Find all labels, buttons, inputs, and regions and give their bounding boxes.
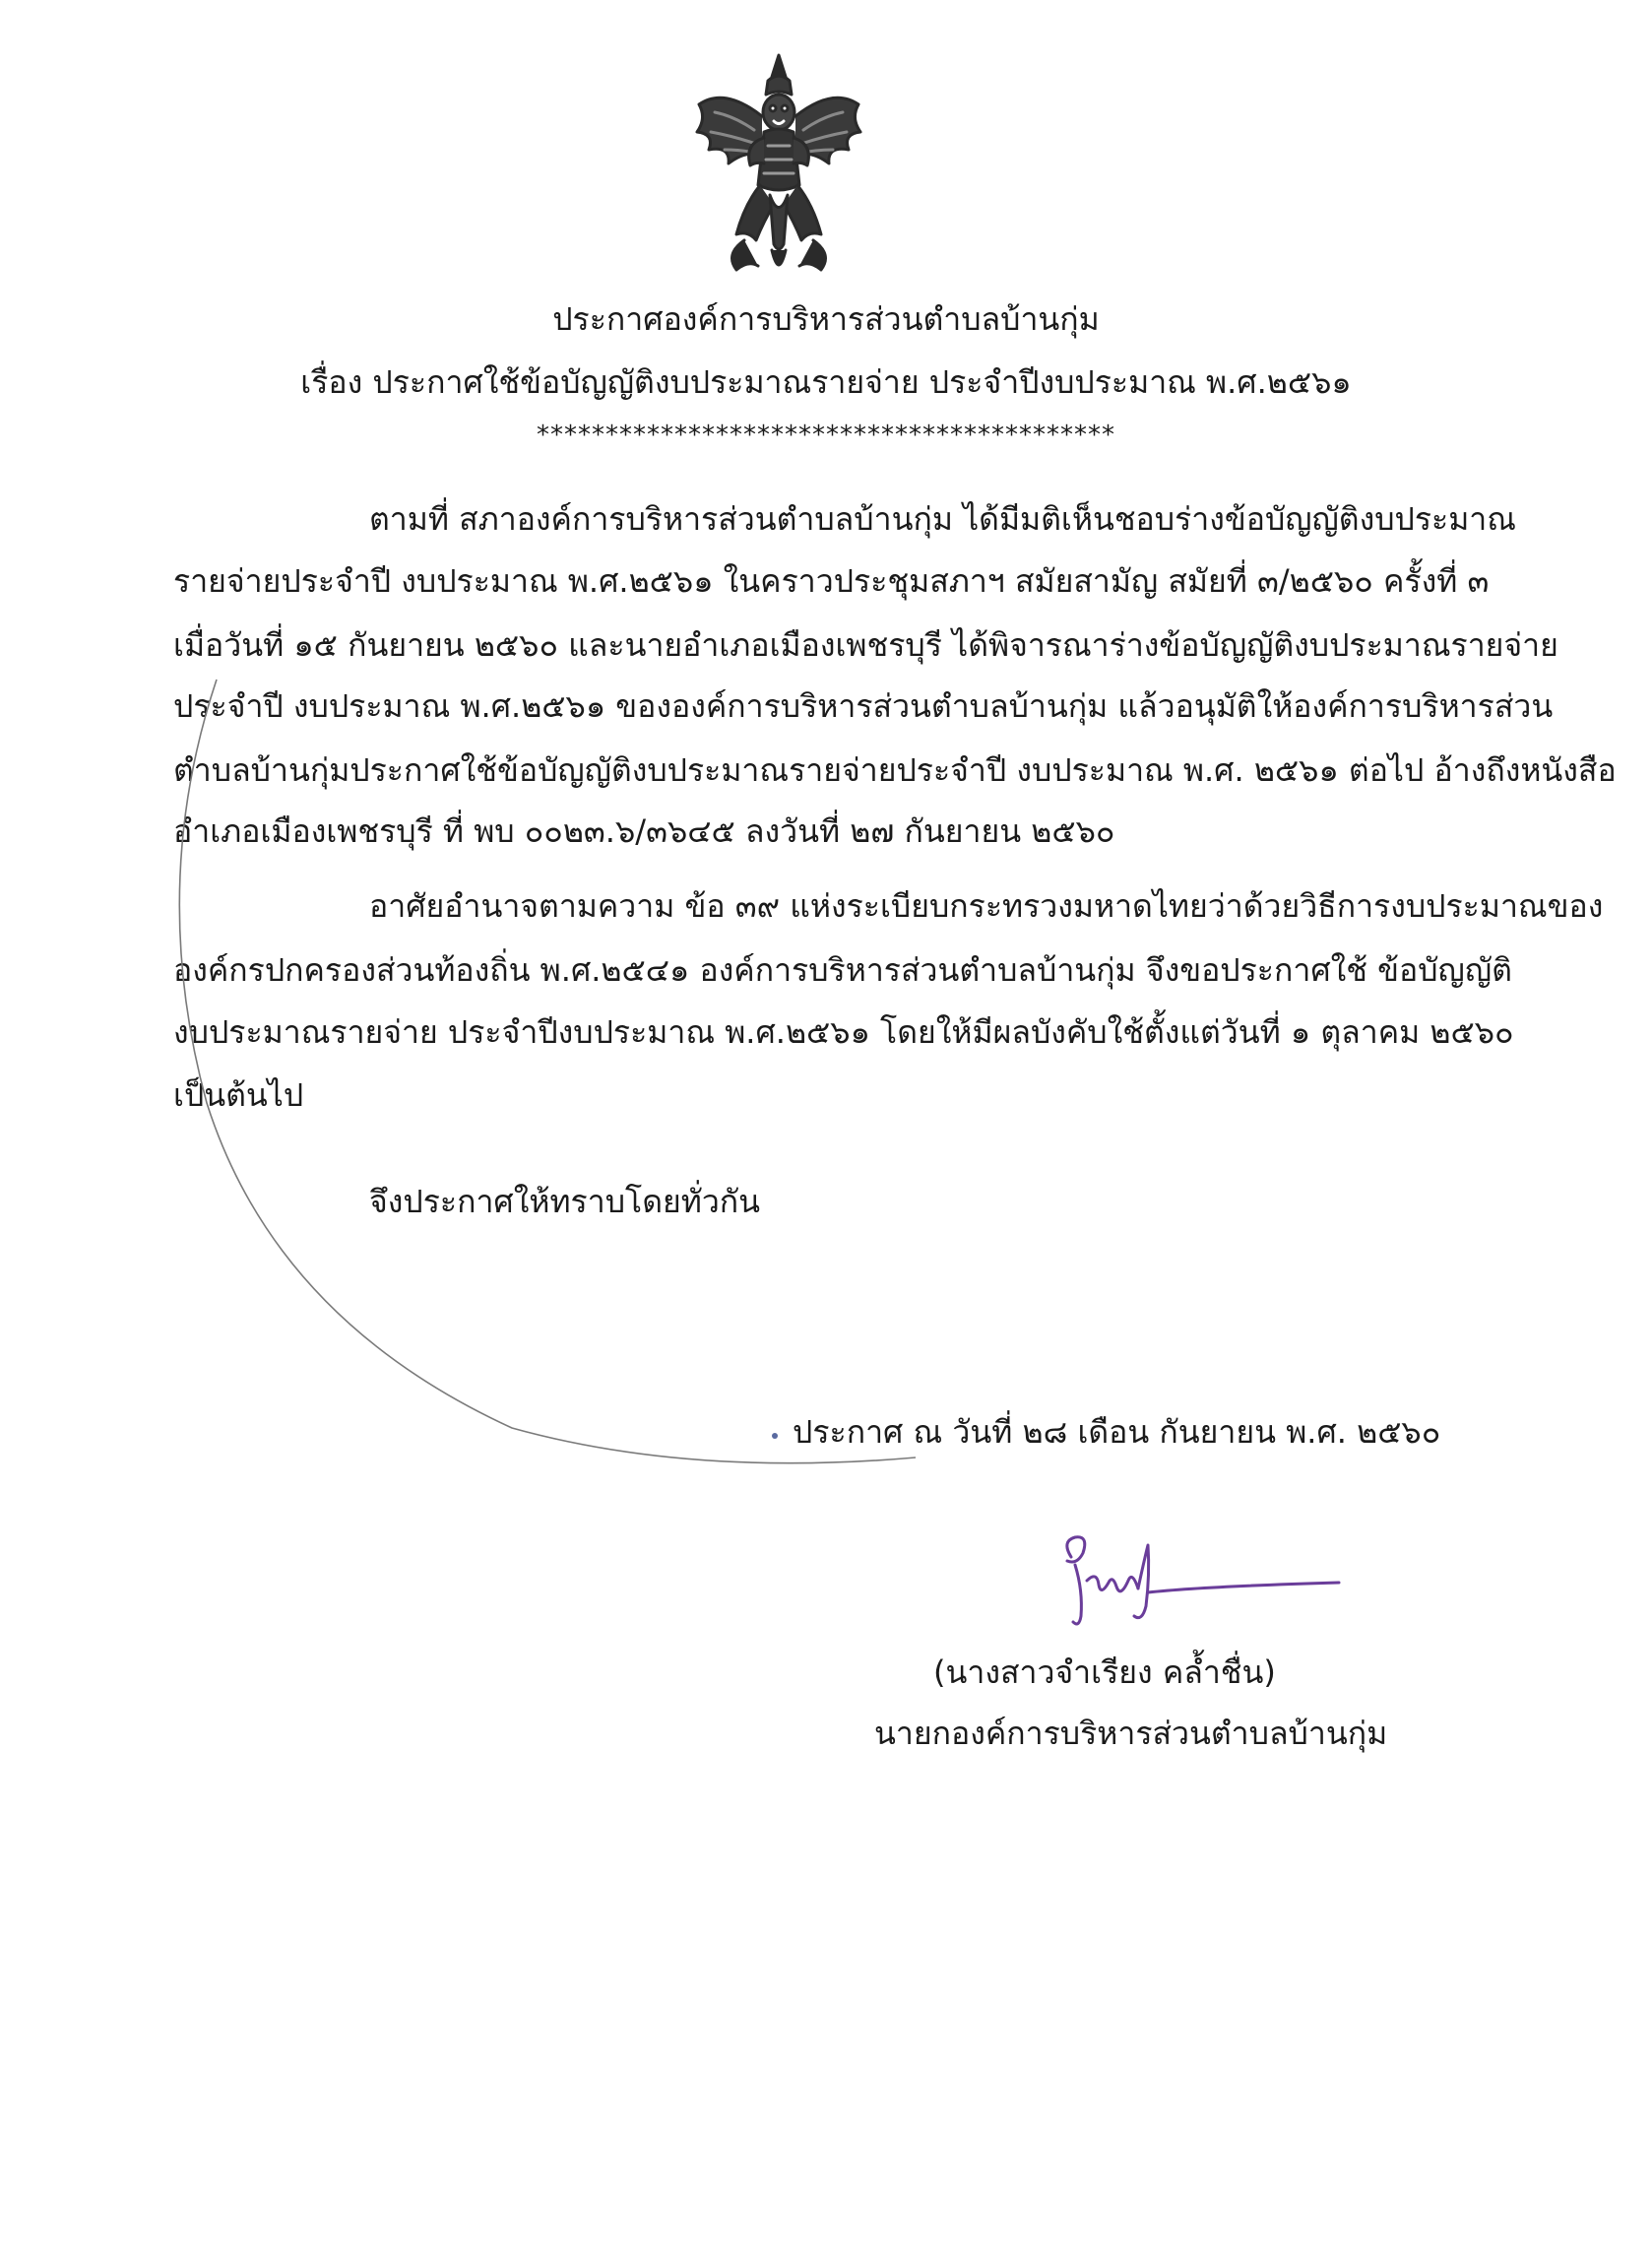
paragraph-1-line-2: รายจ่ายประจำปี งบประมาณ พ.ศ.๒๕๖๑ ในคราวประชุมสภาฯ สมัยสามัญ สมัยที่ ๓/๒๕๖๐ ครั้งที่ ๓: [173, 562, 1490, 600]
paragraph-1-line-5: ตำบลบ้านกุ่มประกาศใช้ข้อบัญญัติงบประมาณรายจ่ายประจำปี งบประมาณ พ.ศ. ๒๕๖๑ ต่อไป อ้างถึงหนังสือ: [173, 751, 1617, 789]
signatory-name: (นางสาวจำเรียง คล้ำชื่น): [933, 1653, 1276, 1691]
paragraph-2-line-2: องค์กรปกครองส่วนท้องถิ่น พ.ศ.๒๕๔๑ องค์การบริหารส่วนตำบลบ้านกุ่ม จึงขอประกาศใช้ ข้อบัญญัติ: [173, 951, 1512, 989]
paragraph-1-line-3: เมื่อวันที่ ๑๕ กันยายน ๒๕๖๐ และนายอำเภอเมืองเพชรบุรี ได้พิจารณาร่างข้อบัญญัติงบประมาณรายจ่าย: [173, 626, 1558, 664]
paragraph-1-line-6: อำเภอเมืองเพชรบุรี ที่ พบ ๐๐๒๓.๖/๓๖๔๕ ลงวันที่ ๒๗ กันยายน ๒๕๖๐: [173, 812, 1115, 850]
document-title: ประกาศองค์การบริหารส่วนตำบลบ้านกุ่ม: [552, 300, 1100, 338]
document-subject: เรื่อง ประกาศใช้ข้อบัญญัติงบประมาณรายจ่าย ประจำปีงบประมาณ พ.ศ.๒๕๖๑: [300, 363, 1352, 401]
paragraph-1-line-4: ประจำปี งบประมาณ พ.ศ.๒๕๖๑ ขององค์การบริหารส่วนตำบลบ้านกุ่ม แล้วอนุมัติให้องค์การบริหารส่วน: [173, 687, 1554, 725]
handwritten-signature-icon: [1053, 1531, 1349, 1640]
paragraph-2-line-4: เป็นต้นไป: [173, 1076, 304, 1114]
signatory-position: นายกองค์การบริหารส่วนตำบลบ้านกุ่ม: [874, 1715, 1388, 1752]
header-separator: ******************************************: [537, 421, 1115, 450]
paragraph-2-line-3: งบประมาณรายจ่าย ประจำปีงบประมาณ พ.ศ.๒๕๖๑ โดยให้มีผลบังคับใช้ตั้งแต่วันที่ ๑ ตุลาคม ๒๕๖๐: [173, 1013, 1514, 1051]
garuda-emblem-icon: [685, 47, 872, 284]
paragraph-1-line-1: ตามที่ สภาองค์การบริหารส่วนตำบลบ้านกุ่ม ได้มีมติเห็นชอบร่างข้อบัญญัติงบประมาณ: [369, 500, 1516, 538]
closing-statement: จึงประกาศให้ทราบโดยทั่วกัน: [369, 1183, 761, 1220]
paragraph-2-line-1: อาศัยอำนาจตามความ ข้อ ๓๙ แห่งระเบียบกระทรวงมหาดไทยว่าด้วยวิธีการงบประมาณของ: [369, 887, 1604, 925]
announcement-date: ประกาศ ณ วันที่ ๒๘ เดือน กันยายน พ.ศ. ๒๕๖๐: [793, 1413, 1441, 1451]
